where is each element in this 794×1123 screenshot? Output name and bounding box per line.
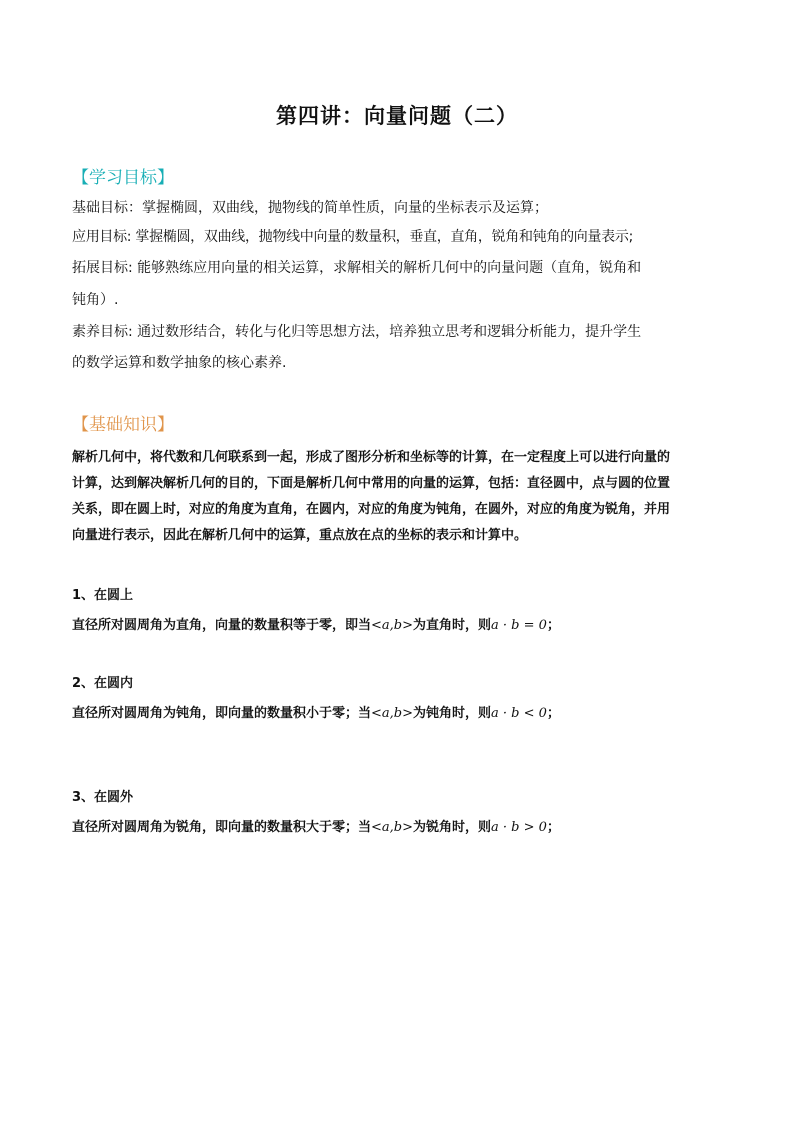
goal-application: 应用目标: 掌握椭圆，双曲线，抛物线中向量的数量积，垂直，直角，锐角和钝角的向量表示;: [72, 229, 633, 245]
intro-line-1: 解析几何中，将代数和几何联系到一起，形成了图形分析和坐标等的计算，在一定程度上可以进行向量的: [72, 450, 671, 465]
vector-angle: <a,b>: [371, 706, 414, 721]
goal-extension-cont: 钝角）.: [72, 292, 119, 308]
item-3-text: 直径所对圆周角为锐角，即向量的数量积大于零；当<a,b>为锐角时，则a · b > 0；: [72, 820, 560, 835]
intro-line-2: 计算，达到解决解析几何的目的，下面是解析几何中常用的向量的运算，包括：直径圆中，点与圆的位置: [72, 476, 671, 491]
goal-literacy: 素养目标: 通过数形结合，转化与化归等思想方法，培养独立思考和逻辑分析能力，提升学生: [72, 324, 642, 340]
dot-product-formula: a · b < 0: [491, 706, 547, 721]
vector-angle: <a,b>: [371, 618, 414, 633]
item-2-text: 直径所对圆周角为钝角，即向量的数量积小于零；当<a,b>为钝角时，则a · b < 0；: [72, 706, 560, 721]
intro-line-4: 向量进行表示，因此在解析几何中的运算，重点放在点的坐标的表示和计算中。: [72, 528, 528, 543]
item-3-heading: 3、在圆外: [72, 790, 134, 805]
goal-extension: 拓展目标: 能够熟练应用向量的相关运算，求解相关的解析几何中的向量问题（直角，锐角和: [72, 260, 642, 276]
goal-basic: 基础目标：掌握椭圆，双曲线，抛物线的简单性质，向量的坐标表示及运算；: [72, 200, 548, 216]
goal-literacy-cont: 的数学运算和数学抽象的核心素养.: [72, 355, 287, 371]
item-1-heading: 1、在圆上: [72, 588, 134, 603]
learning-goals-heading: 【学习目标】: [72, 168, 174, 188]
dot-product-formula: a · b = 0: [491, 618, 547, 633]
dot-product-formula: a · b > 0: [491, 820, 547, 835]
item-1-text: 直径所对圆周角为直角，向量的数量积等于零，即当<a,b>为直角时，则a · b = 0；: [72, 618, 560, 633]
item-2-heading: 2、在圆内: [72, 676, 134, 691]
vector-angle: <a,b>: [371, 820, 414, 835]
basic-knowledge-heading: 【基础知识】: [72, 415, 174, 435]
intro-line-3: 关系，即在圆上时，对应的角度为直角，在圆内，对应的角度为钝角，在圆外，对应的角度为锐角，并用: [72, 502, 671, 517]
page-title: 第四讲：向量问题（二）: [276, 104, 518, 128]
